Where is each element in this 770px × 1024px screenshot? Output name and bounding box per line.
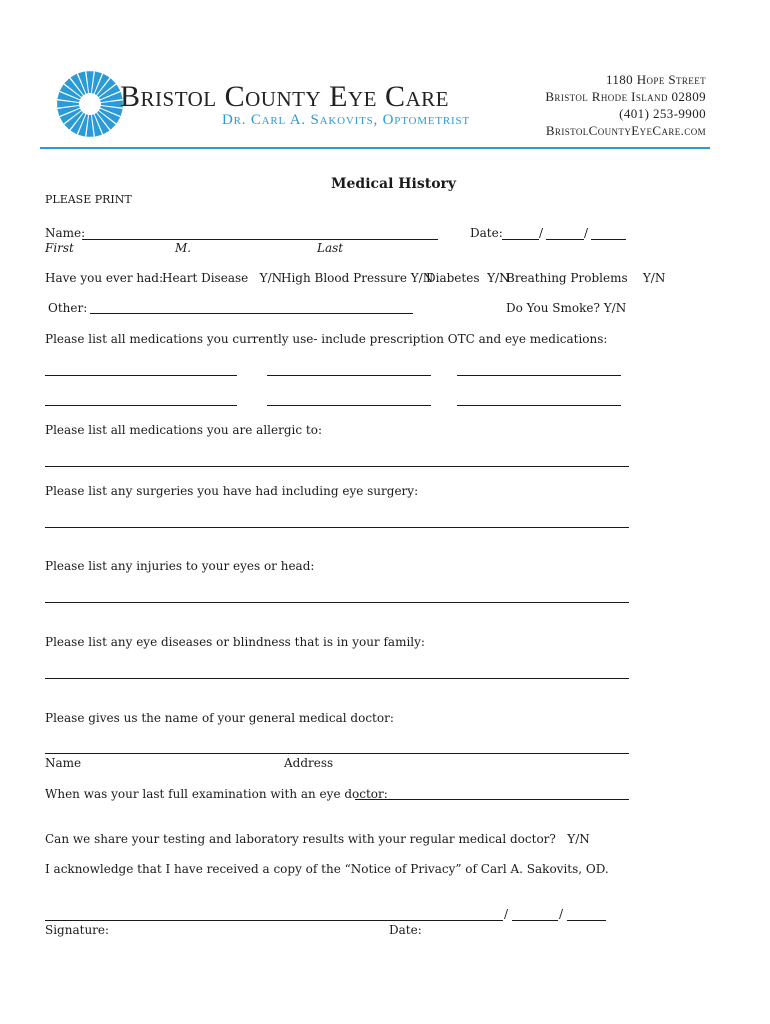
sig-date-label: Date: (389, 923, 422, 937)
conditions-label: Have you ever had: (45, 271, 164, 285)
medication-field[interactable] (45, 375, 237, 376)
medication-field[interactable] (457, 405, 621, 406)
sig-date-year-field[interactable] (567, 920, 606, 921)
signature-field[interactable] (45, 920, 503, 921)
allergic-label: Please list all medications you are allergic to: (45, 423, 322, 437)
smoke-question[interactable]: Do You Smoke? Y/N (506, 301, 627, 315)
doctor-label: Please gives us the name of your general medical doctor: (45, 711, 394, 725)
injuries-field[interactable] (45, 602, 629, 603)
address-city: Bristol Rhode Island 02809 (545, 89, 706, 104)
surgeries-field[interactable] (45, 527, 629, 528)
doctor-line: Dr. Carl A. Sakovits, Optometrist (222, 112, 470, 128)
medication-field[interactable] (267, 375, 431, 376)
please-print: PLEASE PRINT (45, 193, 132, 206)
medication-field[interactable] (45, 405, 237, 406)
injuries-label: Please list any injuries to your eyes or head: (45, 559, 315, 573)
surgeries-label: Please list any surgeries you have had including eye surgery: (45, 484, 419, 498)
signature-label: Signature: (45, 923, 110, 937)
other-field[interactable] (90, 313, 413, 314)
date-separator: / (539, 226, 544, 240)
date-day-field[interactable] (546, 239, 584, 240)
doctor-name-label: Name (45, 756, 82, 770)
condition-high-blood-pressure[interactable]: High Blood Pressure Y/N (281, 271, 434, 285)
middle-label: M. (175, 241, 192, 255)
doctor-field[interactable] (45, 753, 629, 754)
date-month-field[interactable] (502, 239, 539, 240)
family-label: Please list any eye diseases or blindness that is in your family: (45, 635, 425, 649)
share-question[interactable]: Can we share your testing and laboratory results with your regular medical doctor? Y/N (45, 832, 590, 846)
first-label: First (45, 241, 74, 255)
last-exam-field[interactable] (355, 799, 629, 800)
sig-date-separator: / (559, 907, 564, 921)
privacy-acknowledgment: I acknowledge that I have received a copy of the “Notice of Privacy” of Carl A. Sakovits, OD. (45, 862, 609, 876)
sig-date-separator: / (504, 907, 509, 921)
medication-field[interactable] (267, 405, 431, 406)
website: BristolCountyEyeCare.com (545, 123, 706, 138)
last-label: Last (317, 241, 344, 255)
family-field[interactable] (45, 678, 629, 679)
date-year-field[interactable] (591, 239, 626, 240)
name-field[interactable] (82, 239, 438, 240)
phone: (401) 253-9900 (619, 106, 706, 121)
doctor-address-label: Address (284, 756, 334, 770)
date-label: Date: (470, 226, 503, 240)
name-label: Name: (45, 226, 86, 240)
sig-date-day-field[interactable] (512, 920, 558, 921)
condition-heart-disease[interactable]: Heart Disease Y/N (162, 271, 283, 285)
form-title: Medical History (331, 176, 457, 192)
condition-breathing-problems[interactable]: Breathing Problems Y/N (506, 271, 666, 285)
address-street: 1180 Hope Street (605, 72, 706, 87)
medications-label: Please list all medications you currently use- include prescription OTC and eye medications: (45, 332, 608, 346)
condition-diabetes[interactable]: Diabetes Y/N (426, 271, 510, 285)
brand-name: Bristol County Eye Care (120, 80, 449, 113)
other-label: Other: (48, 301, 88, 315)
date-separator: / (584, 226, 589, 240)
sunburst-eye-icon (56, 70, 124, 138)
medication-field[interactable] (457, 375, 621, 376)
allergic-field[interactable] (45, 466, 629, 467)
header-rule (40, 147, 710, 149)
last-exam-label: When was your last full examination with an eye doctor: (45, 787, 388, 801)
